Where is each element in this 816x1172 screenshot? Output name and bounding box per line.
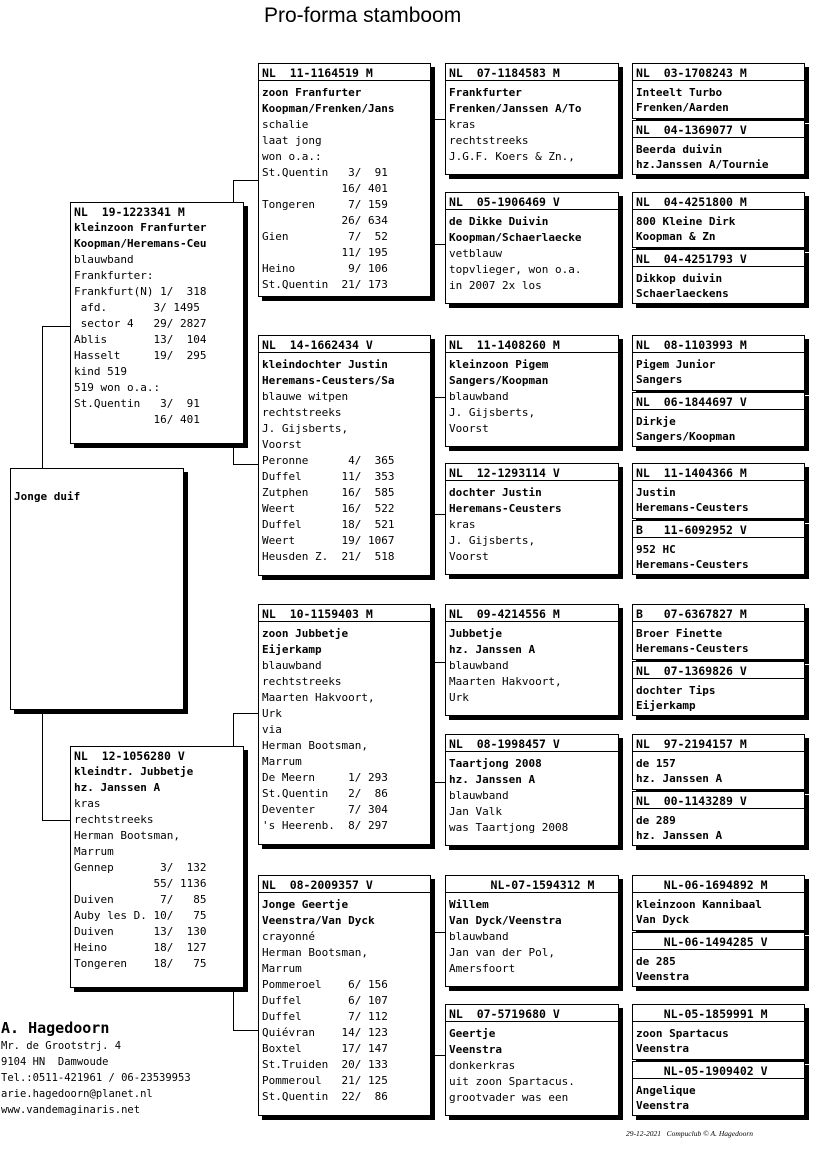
pigeon-lineage: Heremans-Ceusters bbox=[636, 501, 749, 514]
ring-number: NL 12-1056280 V bbox=[74, 749, 185, 763]
pigeon-lineage: hz. Janssen A bbox=[636, 772, 723, 785]
detail-line: St.Quentin 3/ 91 bbox=[262, 166, 388, 179]
detail-line: Urk bbox=[262, 707, 282, 720]
detail-line: won o.a.: bbox=[262, 150, 322, 163]
pigeon-lineage: Veenstra bbox=[636, 1099, 689, 1112]
connector-line bbox=[431, 119, 445, 120]
ring-number: NL 08-1103993 M bbox=[633, 338, 804, 353]
subject-box[interactable] bbox=[10, 468, 184, 710]
pigeon-lineage: Sangers/Koopman bbox=[636, 430, 736, 443]
detail-line: Heusden Z. 21/ 518 bbox=[262, 550, 395, 563]
pigeon-name: de 285 bbox=[636, 955, 676, 968]
detail-line: 519 won o.a.: bbox=[74, 381, 161, 394]
connector-line bbox=[233, 180, 258, 181]
detail-line: 16/ 401 bbox=[74, 413, 200, 426]
detail-line: Boxtel 17/ 147 bbox=[262, 1042, 388, 1055]
ggg-box[interactable] bbox=[632, 463, 805, 519]
detail-line: Urk bbox=[449, 691, 469, 704]
detail-line: afd. 3/ 1495 bbox=[74, 301, 200, 314]
ggg-box[interactable] bbox=[632, 63, 805, 119]
great-grandparent-box[interactable] bbox=[445, 463, 619, 575]
detail-line: blauwe witpen bbox=[262, 390, 349, 403]
ggg-box[interactable] bbox=[632, 875, 805, 931]
detail-line: Weert 19/ 1067 bbox=[262, 534, 395, 547]
ring-number: NL 12-1293114 V bbox=[446, 466, 618, 481]
detail-line: Herman Bootsman, bbox=[74, 829, 180, 842]
connector-line bbox=[233, 990, 234, 1030]
ring-number: NL 14-1662434 V bbox=[259, 338, 430, 353]
connector-line bbox=[233, 1030, 258, 1031]
pigeon-lineage: Koopman/Frenken/Jans bbox=[262, 102, 395, 115]
grandparent-box[interactable] bbox=[258, 63, 431, 297]
ring-number: NL 11-1164519 M bbox=[259, 66, 430, 81]
great-grandparent-box[interactable] bbox=[445, 335, 619, 447]
detail-line: Ablis 13/ 104 bbox=[74, 333, 207, 346]
subject-name: Jonge duif bbox=[14, 490, 81, 503]
detail-line: Frankfurter: bbox=[74, 269, 154, 282]
detail-line: Amersfoort bbox=[449, 962, 516, 975]
great-grandparent-box[interactable] bbox=[445, 192, 619, 304]
detail-line: 26/ 634 bbox=[262, 214, 388, 227]
pigeon-lineage: Van Dyck/Veenstra bbox=[449, 914, 562, 927]
detail-line: J. Gijsberts, bbox=[262, 422, 349, 435]
detail-line: St.Quentin 3/ 91 bbox=[74, 397, 200, 410]
detail-line: Jan van der Pol, bbox=[449, 946, 555, 959]
detail-line: J. Gijsberts, bbox=[449, 534, 536, 547]
detail-line: 's Heerenb. 8/ 297 bbox=[262, 819, 388, 832]
ggg-box[interactable] bbox=[632, 1004, 805, 1060]
owner-name: A. Hagedoorn bbox=[1, 1019, 110, 1037]
detail-line: Jan Valk bbox=[449, 805, 502, 818]
phone-line: Tel.:0511-421961 / 06-23539953 bbox=[1, 1072, 191, 1084]
ring-number: NL 19-1223341 M bbox=[74, 205, 185, 219]
detail-line: Pommeroel 6/ 156 bbox=[262, 978, 388, 991]
ring-number: NL 08-2009357 V bbox=[259, 878, 430, 893]
detail-line: 16/ 401 bbox=[262, 182, 388, 195]
great-grandparent-box[interactable] bbox=[445, 875, 619, 987]
pigeon-lineage: Koopman/Heremans-Ceu bbox=[74, 237, 207, 250]
pigeon-name: dochter Justin bbox=[449, 486, 542, 499]
detail-line: blauwband bbox=[262, 659, 322, 672]
connector-line bbox=[42, 820, 70, 821]
connector-line bbox=[431, 782, 445, 783]
website-link[interactable]: www.vandemaginaris.net bbox=[1, 1104, 141, 1116]
detail-line: Deventer 7/ 304 bbox=[262, 803, 388, 816]
ring-number: NL 09-4214556 M bbox=[446, 607, 618, 622]
detail-line: Tongeren 18/ 75 bbox=[74, 957, 207, 970]
detail-line: kras bbox=[449, 118, 476, 131]
detail-line: Hasselt 19/ 295 bbox=[74, 349, 207, 362]
ring-number: NL 07-1184583 M bbox=[446, 66, 618, 81]
detail-line: uit zoon Spartacus. bbox=[449, 1075, 575, 1088]
detail-line: St.Truiden 20/ 133 bbox=[262, 1058, 388, 1071]
pigeon-name: Inteelt Turbo bbox=[636, 86, 723, 99]
connector-line bbox=[233, 180, 234, 202]
detail-line: Herman Bootsman, bbox=[262, 946, 368, 959]
detail-line: Duffel 18/ 521 bbox=[262, 518, 395, 531]
pigeon-lineage: Veenstra bbox=[636, 1042, 689, 1055]
detail-line: Heino 18/ 127 bbox=[74, 941, 207, 954]
pigeon-name: 952 HC bbox=[636, 543, 676, 556]
ring-number: NL-05-1909402 V bbox=[633, 1064, 804, 1079]
connector-line bbox=[431, 514, 445, 515]
ring-number: NL 06-1844697 V bbox=[633, 395, 804, 410]
detail-line: J. Gijsberts, bbox=[449, 406, 536, 419]
footer-date: 29-12-2021 bbox=[626, 1129, 661, 1138]
detail-line: J.G.F. Koers & Zn., bbox=[449, 150, 575, 163]
contact-block bbox=[1, 1018, 191, 1118]
detail-line: Gennep 3/ 132 bbox=[74, 861, 207, 874]
pigeon-name: zoon Spartacus bbox=[636, 1027, 729, 1040]
pigeon-name: kleinzoon Franfurter bbox=[74, 221, 207, 234]
connector-line bbox=[42, 710, 43, 820]
ring-number: NL 00-1143289 V bbox=[633, 794, 804, 809]
grandparent-box[interactable] bbox=[258, 604, 431, 845]
connector-line bbox=[431, 662, 445, 663]
ring-number: NL-05-1859991 M bbox=[633, 1007, 804, 1022]
detail-line: grootvader was een bbox=[449, 1091, 569, 1104]
ring-number: B 07-6367827 M bbox=[633, 607, 804, 622]
detail-line: Voorst bbox=[262, 438, 302, 451]
ring-number: NL-06-1694892 M bbox=[633, 878, 804, 893]
great-grandparent-box[interactable] bbox=[445, 734, 619, 846]
ring-number: NL 08-1998457 V bbox=[446, 737, 618, 752]
detail-line: blauwband bbox=[74, 253, 134, 266]
ggg-box[interactable] bbox=[632, 734, 805, 790]
detail-line: Duffel 7/ 112 bbox=[262, 1010, 388, 1023]
pigeon-lineage: Heremans-Ceusters bbox=[636, 558, 749, 571]
footer bbox=[626, 1129, 753, 1138]
parent-box[interactable] bbox=[70, 746, 244, 988]
pigeon-lineage: Veenstra/Van Dyck bbox=[262, 914, 375, 927]
ggg-box[interactable] bbox=[632, 604, 805, 660]
ring-number: NL 04-4251800 M bbox=[633, 195, 804, 210]
ggg-box[interactable] bbox=[632, 392, 805, 447]
ggg-box[interactable] bbox=[632, 249, 805, 304]
pigeon-name: zoon Jubbetje bbox=[262, 627, 349, 640]
detail-line: vetblauw bbox=[449, 247, 502, 260]
detail-line: blauwband bbox=[449, 789, 509, 802]
detail-line: laat jong bbox=[262, 134, 322, 147]
great-grandparent-box[interactable] bbox=[445, 1004, 619, 1116]
connector-line bbox=[233, 444, 234, 464]
detail-line: Weert 16/ 522 bbox=[262, 502, 395, 515]
detail-line: rechtstreeks bbox=[262, 675, 342, 688]
pigeon-name: de 289 bbox=[636, 814, 676, 827]
grandparent-box[interactable] bbox=[258, 335, 431, 576]
detail-line: Duiven 7/ 85 bbox=[74, 893, 207, 906]
detail-line: Herman Bootsman, bbox=[262, 739, 368, 752]
detail-line: kras bbox=[74, 797, 101, 810]
pigeon-lineage: Frenken/Aarden bbox=[636, 101, 729, 114]
pigeon-lineage: hz. Janssen A bbox=[636, 829, 723, 842]
detail-line: rechtstreeks bbox=[74, 813, 154, 826]
pigeon-lineage: Eijerkamp bbox=[636, 699, 696, 712]
pigeon-name: kleindtr. Jubbetje bbox=[74, 765, 194, 778]
connector-line bbox=[233, 713, 234, 747]
detail-line: sector 4 29/ 2827 bbox=[74, 317, 207, 330]
detail-line: Marrum bbox=[262, 755, 302, 768]
email-link[interactable]: arie.hagedoorn@planet.nl bbox=[1, 1088, 153, 1100]
detail-line: 11/ 195 bbox=[262, 246, 388, 259]
pigeon-lineage: Eijerkamp bbox=[262, 643, 322, 656]
detail-line: Marrum bbox=[74, 845, 114, 858]
ring-number: NL 04-1369077 V bbox=[633, 123, 804, 138]
ring-number: NL 03-1708243 M bbox=[633, 66, 804, 81]
ring-number: NL 11-1408260 M bbox=[446, 338, 618, 353]
ggg-box[interactable] bbox=[632, 520, 805, 575]
pigeon-name: Taartjong 2008 bbox=[449, 757, 542, 770]
ring-number: NL 07-1369826 V bbox=[633, 664, 804, 679]
connector-line bbox=[42, 326, 70, 327]
pigeon-name: Pigem Junior bbox=[636, 358, 716, 371]
ring-number: NL 04-4251793 V bbox=[633, 252, 804, 267]
detail-line: Maarten Hakvoort, bbox=[449, 675, 562, 688]
detail-line: schalie bbox=[262, 118, 309, 131]
pigeon-name: zoon Franfurter bbox=[262, 86, 362, 99]
detail-line: Frankfurt(N) 1/ 318 bbox=[74, 285, 207, 298]
parent-box[interactable] bbox=[70, 202, 244, 444]
detail-line: topvlieger, won o.a. bbox=[449, 263, 582, 276]
pigeon-lineage: Koopman/Schaerlaecke bbox=[449, 231, 582, 244]
detail-line: St.Quentin 22/ 86 bbox=[262, 1090, 388, 1103]
connector-line bbox=[431, 397, 445, 398]
grandparent-box[interactable] bbox=[258, 875, 431, 1116]
pigeon-name: de 157 bbox=[636, 757, 676, 770]
detail-line: Auby les D. 10/ 75 bbox=[74, 909, 207, 922]
detail-line: Duiven 13/ 130 bbox=[74, 925, 207, 938]
pigeon-name: Justin bbox=[636, 486, 676, 499]
pigeon-lineage: hz. Janssen A bbox=[449, 643, 536, 656]
pigeon-lineage: Schaerlaeckens bbox=[636, 287, 729, 300]
pigeon-lineage: Veenstra bbox=[636, 970, 689, 983]
detail-line: rechtstreeks bbox=[449, 134, 529, 147]
pigeon-name: kleinzoon Pigem bbox=[449, 358, 549, 371]
pigeon-lineage: Frenken/Janssen A/To bbox=[449, 102, 582, 115]
detail-line: Quiévran 14/ 123 bbox=[262, 1026, 388, 1039]
connector-line bbox=[233, 713, 258, 714]
detail-line: Voorst bbox=[449, 550, 489, 563]
pigeon-name: Jubbetje bbox=[449, 627, 502, 640]
great-grandparent-box[interactable] bbox=[445, 63, 619, 175]
detail-line: donkerkras bbox=[449, 1059, 516, 1072]
ring-number: NL-07-1594312 M bbox=[446, 878, 618, 893]
detail-line: crayonné bbox=[262, 930, 315, 943]
ring-number: NL 11-1404366 M bbox=[633, 466, 804, 481]
page-title: Pro-forma stamboom bbox=[264, 4, 462, 27]
pigeon-lineage: Koopman & Zn bbox=[636, 230, 716, 243]
address-line: Mr. de Grootstrj. 4 bbox=[1, 1040, 122, 1052]
detail-line: St.Quentin 2/ 86 bbox=[262, 787, 388, 800]
detail-line: Zutphen 16/ 585 bbox=[262, 486, 395, 499]
ggg-box[interactable] bbox=[632, 791, 805, 846]
pigeon-name: Frankfurter bbox=[449, 86, 522, 99]
pigeon-name: dochter Tips bbox=[636, 684, 716, 697]
detail-line: Pommeroul 21/ 125 bbox=[262, 1074, 388, 1087]
detail-line: Tongeren 7/ 159 bbox=[262, 198, 388, 211]
pigeon-name: de Dikke Duivin bbox=[449, 215, 549, 228]
ring-number: NL 05-1906469 V bbox=[446, 195, 618, 210]
detail-line: Duffel 6/ 107 bbox=[262, 994, 388, 1007]
detail-line: rechtstreeks bbox=[262, 406, 342, 419]
connector-line bbox=[431, 1055, 445, 1056]
pigeon-name: Beerda duivin bbox=[636, 143, 723, 156]
detail-line: De Meern 1/ 293 bbox=[262, 771, 388, 784]
pigeon-name: Angelique bbox=[636, 1084, 696, 1097]
detail-line: kras bbox=[449, 518, 476, 531]
connector-line bbox=[431, 244, 445, 245]
detail-line: was Taartjong 2008 bbox=[449, 821, 569, 834]
connector-line bbox=[233, 464, 258, 465]
pigeon-lineage: Van Dyck bbox=[636, 913, 689, 926]
ggg-box[interactable] bbox=[632, 932, 805, 987]
detail-line: blauwband bbox=[449, 930, 509, 943]
ggg-box[interactable] bbox=[632, 120, 805, 175]
postal-line: 9104 HN Damwoude bbox=[1, 1056, 109, 1068]
pigeon-lineage: Heremans-Ceusters bbox=[449, 502, 562, 515]
pigeon-lineage: hz.Janssen A/Tournie bbox=[636, 158, 769, 171]
detail-line: 55/ 1136 bbox=[74, 877, 207, 890]
connector-line bbox=[42, 326, 43, 469]
detail-line: Voorst bbox=[449, 422, 489, 435]
pigeon-lineage: Heremans-Ceusters/Sa bbox=[262, 374, 395, 387]
pigeon-lineage: Veenstra bbox=[449, 1043, 502, 1056]
detail-line: blauwband bbox=[449, 659, 509, 672]
ggg-box[interactable] bbox=[632, 335, 805, 391]
ring-number: B 11-6092952 V bbox=[633, 523, 804, 538]
pigeon-name: 800 Kleine Dirk bbox=[636, 215, 736, 228]
detail-line: Maarten Hakvoort, bbox=[262, 691, 375, 704]
ring-number: NL 97-2194157 M bbox=[633, 737, 804, 752]
pigeon-lineage: Sangers/Koopman bbox=[449, 374, 549, 387]
pigeon-lineage: Sangers bbox=[636, 373, 683, 386]
ring-number: NL 07-5719680 V bbox=[446, 1007, 618, 1022]
pigeon-name: Willem bbox=[449, 898, 489, 911]
pigeon-name: Dikkop duivin bbox=[636, 272, 723, 285]
detail-line: in 2007 2x los bbox=[449, 279, 542, 292]
detail-line: blauwband bbox=[449, 390, 509, 403]
pigeon-lineage: hz. Janssen A bbox=[449, 773, 536, 786]
detail-line: via bbox=[262, 723, 282, 736]
pigeon-lineage: Heremans-Ceusters bbox=[636, 642, 749, 655]
ring-number: NL 10-1159403 M bbox=[259, 607, 430, 622]
detail-line: kind 519 bbox=[74, 365, 127, 378]
pigeon-name: Dirkje bbox=[636, 415, 676, 428]
pigeon-name: Geertje bbox=[449, 1027, 496, 1040]
ggg-box[interactable] bbox=[632, 1061, 805, 1116]
connector-line bbox=[431, 932, 445, 933]
great-grandparent-box[interactable] bbox=[445, 604, 619, 716]
pigeon-name: Jonge Geertje bbox=[262, 898, 349, 911]
detail-line: St.Quentin 21/ 173 bbox=[262, 278, 388, 291]
footer-credit: Compuclub © A. Hagedoorn bbox=[666, 1129, 754, 1138]
ggg-box[interactable] bbox=[632, 661, 805, 716]
detail-line: Marrum bbox=[262, 962, 302, 975]
pigeon-name: kleindochter Justin bbox=[262, 358, 388, 371]
detail-line: Heino 9/ 106 bbox=[262, 262, 388, 275]
detail-line: Gien 7/ 52 bbox=[262, 230, 388, 243]
pigeon-name: kleinzoon Kannibaal bbox=[636, 898, 762, 911]
ggg-box[interactable] bbox=[632, 192, 805, 248]
pigeon-lineage: hz. Janssen A bbox=[74, 781, 161, 794]
ring-number: NL-06-1494285 V bbox=[633, 935, 804, 950]
detail-line: Peronne 4/ 365 bbox=[262, 454, 395, 467]
pigeon-name: Broer Finette bbox=[636, 627, 723, 640]
detail-line: Duffel 11/ 353 bbox=[262, 470, 395, 483]
